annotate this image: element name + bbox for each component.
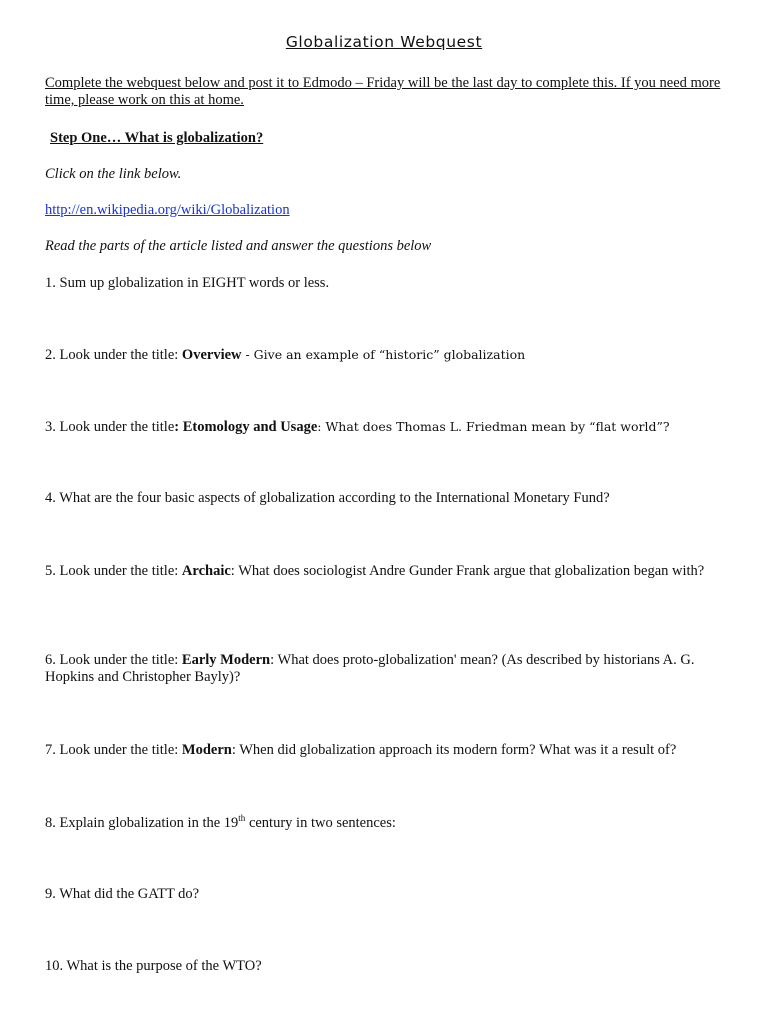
question-6-prefix: 6. Look under the title: xyxy=(45,652,182,668)
worksheet-title: Globalization Webquest xyxy=(285,33,483,51)
question-1: 1. Sum up globalization in EIGHT words or less. xyxy=(45,275,330,291)
question-10: 10. What is the purpose of the WTO? xyxy=(45,958,262,974)
question-7-section-title: Modern xyxy=(181,742,232,758)
question-5-text: : What does sociologist Andre Gunder Frank argue that globalization began with? xyxy=(230,563,705,579)
click-instruction: Click on the link below. xyxy=(45,166,182,182)
question-8-prefix: 8. Explain globalization in the 19 xyxy=(45,815,239,831)
question-3-section-title: : Etomology and Usage xyxy=(174,419,318,435)
question-7-text: : When did globalization approach its modern form? What was it a result of? xyxy=(231,742,677,758)
question-2-prefix: 2. Look under the title: xyxy=(45,347,182,363)
question-7-prefix: 7. Look under the title: xyxy=(45,742,182,758)
intro-instructions: Complete the webquest below and post it to Edmodo – Friday will be the last day to complete this. If you need more time, please work on this at home. xyxy=(45,75,721,108)
question-8-text: century in two sentences: xyxy=(245,815,396,831)
question-9: 9. What did the GATT do? xyxy=(45,886,200,902)
question-3-prefix: 3. Look under the title xyxy=(45,419,175,435)
question-2 xyxy=(45,346,722,364)
question-2-text: - Give an example of “historic” globalization xyxy=(241,347,526,362)
question-8-superscript: th xyxy=(238,813,246,824)
question-2-section-title: Overview xyxy=(181,347,242,363)
question-6-text: : What does proto-globalization' mean? (As described by historians A. G. Hopkins and Christopher Bayly)? xyxy=(45,652,695,685)
question-5 xyxy=(45,563,722,580)
question-8 xyxy=(45,815,722,832)
question-5-section-title: Archaic xyxy=(181,563,231,579)
question-7 xyxy=(45,742,722,759)
question-6-section-title: Early Modern xyxy=(181,652,271,668)
question-4: 4. What are the four basic aspects of globalization according to the International Monetary Fund? xyxy=(45,490,610,506)
question-3 xyxy=(45,418,722,436)
question-3-text: : What does Thomas L. Friedman mean by “flat world”? xyxy=(317,419,670,434)
wikipedia-link[interactable]: http://en.wikipedia.org/wiki/Globalization xyxy=(45,202,290,218)
step-one-heading: Step One… What is globalization? xyxy=(50,130,264,146)
read-instruction: Read the parts of the article listed and answer the questions below xyxy=(45,238,432,254)
question-5-prefix: 5. Look under the title: xyxy=(45,563,182,579)
question-6 xyxy=(45,652,722,686)
